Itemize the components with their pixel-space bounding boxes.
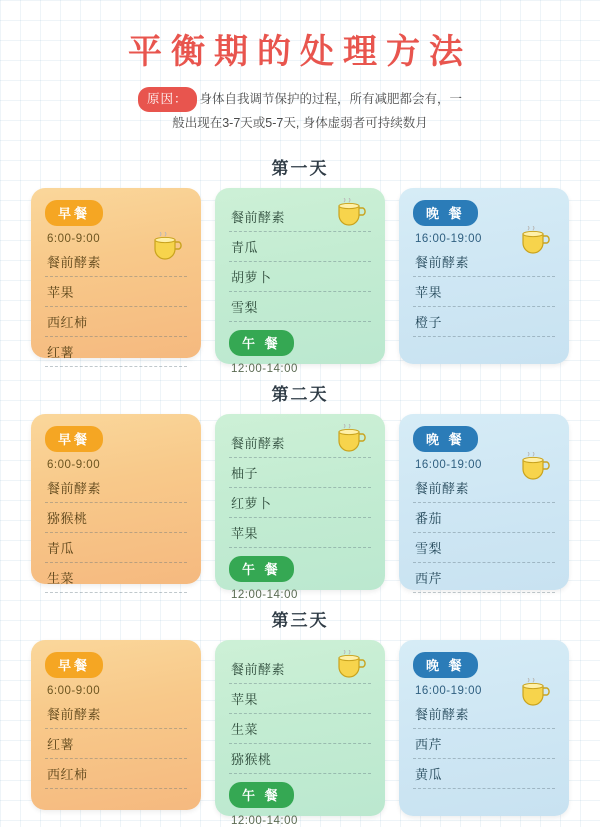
breakfast-card-day-2 (31, 414, 201, 584)
list-item: 西红柿 (45, 759, 187, 789)
list-item: 猕猴桃 (45, 503, 187, 533)
breakfast-items (45, 247, 187, 367)
dinner-label: 晚 餐 (413, 652, 478, 678)
lunch-time: 12:00-14:00 (231, 363, 298, 375)
list-item: 餐前酵素 (229, 428, 371, 458)
list-item: 生菜 (229, 714, 371, 744)
lunch-time: 12:00-14:00 (231, 589, 298, 601)
lunch-card-day-3 (215, 640, 385, 827)
teacup-icon (519, 226, 553, 254)
dinner-card-day-3 (399, 640, 569, 816)
list-item: 苹果 (413, 277, 555, 307)
dinner-items (413, 473, 555, 593)
list-item: 青瓜 (229, 232, 371, 262)
list-item: 餐前酵素 (229, 654, 371, 684)
list-item: 黄瓜 (413, 759, 555, 789)
day-block-1 (0, 154, 600, 375)
list-item: 生菜 (45, 563, 187, 593)
list-item: 餐前酵素 (229, 202, 371, 232)
teacup-icon (335, 198, 369, 226)
lunch-time: 12:00-14:00 (231, 815, 298, 827)
list-item: 番茄 (413, 503, 555, 533)
lunch-footer (229, 330, 371, 375)
reason-line-1 (70, 87, 530, 112)
day-block-3 (0, 606, 600, 827)
reason-badge: 原因： (138, 87, 197, 112)
day-1-cards (0, 188, 600, 375)
breakfast-items (45, 699, 187, 789)
day-title-1: 第一天 (271, 159, 329, 178)
breakfast-label: 早餐 (45, 426, 103, 452)
lunch-label: 午 餐 (229, 330, 294, 356)
breakfast-card-day-3 (31, 640, 201, 810)
breakfast-time: 6:00-9:00 (47, 459, 101, 471)
list-item: 餐前酵素 (413, 699, 555, 729)
list-item: 猕猴桃 (229, 744, 371, 774)
list-item: 胡萝卜 (229, 262, 371, 292)
reason-text-2: 般出现在3-7天或5-7天, 身体虚弱者可持续数月 (172, 116, 428, 130)
dinner-card-day-2 (399, 414, 569, 590)
day-2-cards (0, 414, 600, 601)
teacup-icon (335, 424, 369, 452)
list-item: 橙子 (413, 307, 555, 337)
reason-text-1: 身体自我调节保护的过程，所有减肥都会有，一 (199, 91, 463, 106)
teacup-icon (335, 650, 369, 678)
lunch-footer (229, 782, 371, 827)
breakfast-label: 早餐 (45, 652, 103, 678)
breakfast-label: 早餐 (45, 200, 103, 226)
list-item: 西芹 (413, 729, 555, 759)
list-item: 雪梨 (229, 292, 371, 322)
dinner-items (413, 247, 555, 337)
dinner-time: 16:00-19:00 (415, 685, 482, 697)
lunch-label: 午 餐 (229, 782, 294, 808)
list-item: 苹果 (229, 684, 371, 714)
day-title-3: 第三天 (271, 611, 329, 630)
teacup-icon (519, 678, 553, 706)
day-title-2: 第二天 (271, 385, 329, 404)
list-item: 西芹 (413, 563, 555, 593)
list-item: 柚子 (229, 458, 371, 488)
list-item: 红薯 (45, 337, 187, 367)
breakfast-time: 6:00-9:00 (47, 685, 101, 697)
dinner-time: 16:00-19:00 (415, 459, 482, 471)
list-item: 红薯 (45, 729, 187, 759)
reason-block (70, 87, 530, 134)
dinner-items (413, 699, 555, 789)
list-item: 青瓜 (45, 533, 187, 563)
breakfast-time: 6:00-9:00 (47, 233, 101, 245)
dinner-time: 16:00-19:00 (415, 233, 482, 245)
list-item: 餐前酵素 (45, 247, 187, 277)
list-item: 苹果 (229, 518, 371, 548)
list-item: 餐前酵素 (45, 699, 187, 729)
breakfast-items (45, 473, 187, 593)
dinner-label: 晚 餐 (413, 200, 478, 226)
list-item: 西红柿 (45, 307, 187, 337)
lunch-label: 午 餐 (229, 556, 294, 582)
breakfast-card-day-1 (31, 188, 201, 358)
list-item: 红萝卜 (229, 488, 371, 518)
day-3-cards (0, 640, 600, 827)
list-item: 餐前酵素 (413, 247, 555, 277)
list-item: 苹果 (45, 277, 187, 307)
lunch-card-day-1 (215, 188, 385, 375)
lunch-card-day-2 (215, 414, 385, 601)
day-block-2 (0, 380, 600, 601)
list-item: 餐前酵素 (413, 473, 555, 503)
page-title: 平衡期的处理方法 (128, 33, 472, 71)
dinner-card-day-1 (399, 188, 569, 364)
dinner-label: 晚 餐 (413, 426, 478, 452)
teacup-icon (151, 232, 185, 260)
list-item: 餐前酵素 (45, 473, 187, 503)
list-item: 雪梨 (413, 533, 555, 563)
lunch-footer (229, 556, 371, 601)
teacup-icon (519, 452, 553, 480)
